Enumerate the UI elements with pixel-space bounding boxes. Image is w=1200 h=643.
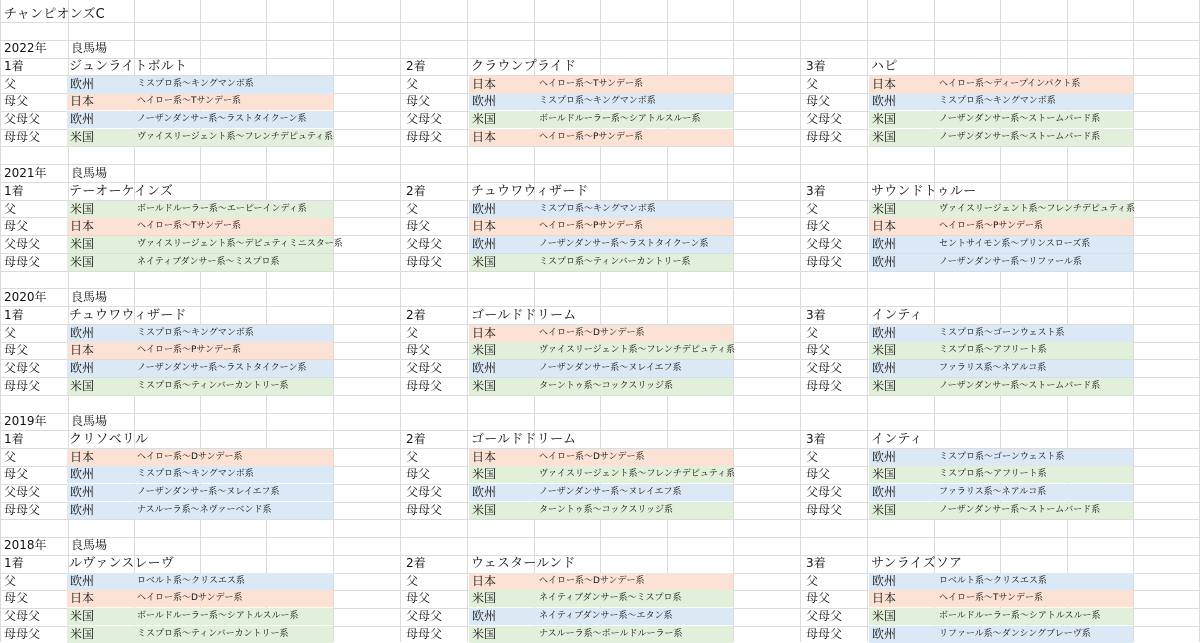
horse-name[interactable]: チュウワウィザード <box>471 184 589 199</box>
region-cell[interactable]: 欧州 <box>872 574 897 588</box>
lineage-cell[interactable]: リファール系～ダンシングブレーヴ系 <box>939 629 1091 639</box>
gridline-vertical <box>733 0 734 642</box>
region-cell[interactable]: 欧州 <box>472 609 497 623</box>
lineage-cell[interactable]: ノーザンダンサー系～ヌレイエフ系 <box>539 487 682 497</box>
lineage-cell[interactable]: ネイティブダンサー系～ミスプロ系 <box>137 257 280 267</box>
pedigree-row-label[interactable]: 父 <box>806 574 819 588</box>
place-label[interactable]: 3着 <box>806 432 826 446</box>
lineage-cell[interactable]: ファラリス系～ネアルコ系 <box>939 487 1047 497</box>
horse-name[interactable]: テーオーケインズ <box>69 184 174 199</box>
gridline-horizontal <box>0 288 1200 289</box>
place-label[interactable]: 1着 <box>4 59 24 73</box>
pedigree-row-label[interactable]: 母母父 <box>4 130 41 144</box>
pedigree-row-label[interactable]: 父 <box>406 202 419 216</box>
gridline-horizontal <box>0 413 1200 414</box>
region-cell[interactable]: 日本 <box>70 219 95 233</box>
track-condition[interactable]: 良馬場 <box>71 538 108 552</box>
lineage-cell[interactable]: ミスプロ系～アフリート系 <box>939 469 1047 479</box>
pedigree-row-label[interactable]: 父 <box>4 202 17 216</box>
sheet-title[interactable]: チャンピオンズC <box>4 7 105 22</box>
pedigree-row-label[interactable]: 父母父 <box>406 485 443 499</box>
lineage-cell[interactable]: ヘイロー系～Pサンデー系 <box>939 221 1043 231</box>
region-cell[interactable]: 米国 <box>70 379 95 393</box>
pedigree-row-label[interactable]: 母父 <box>406 343 431 357</box>
pedigree-row-label[interactable]: 母母父 <box>406 627 443 641</box>
region-cell[interactable]: 欧州 <box>70 361 95 375</box>
pedigree-row-label[interactable]: 母父 <box>4 343 29 357</box>
lineage-cell[interactable]: ミスプロ系～キングマンボ系 <box>137 79 254 89</box>
lineage-cell[interactable]: ヘイロー系～Dサンデー系 <box>539 576 645 586</box>
lineage-cell[interactable]: ヘイロー系～Dサンデー系 <box>137 452 243 462</box>
lineage-cell[interactable]: ネイティブダンサー系～ミスプロ系 <box>539 593 682 603</box>
region-cell[interactable]: 米国 <box>472 379 497 393</box>
gridline-horizontal <box>0 537 1200 538</box>
region-cell[interactable]: 日本 <box>472 326 497 340</box>
region-cell[interactable]: 日本 <box>472 77 497 91</box>
horse-name[interactable]: ハピ <box>871 59 898 74</box>
region-cell[interactable]: 日本 <box>872 219 897 233</box>
gridline-horizontal <box>0 40 1200 41</box>
horse-name[interactable]: ルヴァンスレーヴ <box>69 556 175 571</box>
pedigree-row-label[interactable]: 母母父 <box>406 255 443 269</box>
region-cell[interactable]: 米国 <box>472 591 497 605</box>
pedigree-row-label[interactable]: 父母父 <box>806 112 843 126</box>
region-cell[interactable]: 欧州 <box>872 255 897 269</box>
lineage-cell[interactable]: ヴァイスリージェント系～デピュティミニスター系 <box>137 239 343 249</box>
pedigree-row-label[interactable]: 母母父 <box>406 379 443 393</box>
lineage-cell[interactable]: ノーザンダンサー系～ストームバード系 <box>939 132 1101 142</box>
lineage-cell[interactable]: ロベルト系～クリスエス系 <box>939 576 1047 586</box>
region-cell[interactable]: 日本 <box>70 450 95 464</box>
lineage-cell[interactable]: ターントゥ系～コックスリッジ系 <box>539 505 673 515</box>
lineage-cell[interactable]: ターントゥ系～コックスリッジ系 <box>539 381 673 391</box>
lineage-cell[interactable]: ボールドルーラー系～シアトルスルー系 <box>939 611 1101 621</box>
horse-name[interactable]: チュウワウィザード <box>69 308 187 323</box>
lineage-cell[interactable]: ロベルト系～クリスエス系 <box>137 576 245 586</box>
pedigree-row-label[interactable]: 父母父 <box>4 112 41 126</box>
gridline-horizontal <box>0 519 1200 520</box>
region-cell[interactable]: 欧州 <box>472 202 497 216</box>
horse-name[interactable]: インティ <box>871 432 923 447</box>
lineage-cell[interactable]: ボールドルーラー系～エーピーインディ系 <box>137 204 307 214</box>
lineage-cell[interactable]: ノーザンダンサー系～ラストタイクーン系 <box>137 363 307 373</box>
lineage-cell[interactable]: ミスプロ系～アフリート系 <box>939 345 1047 355</box>
pedigree-row-label[interactable]: 母母父 <box>806 627 843 641</box>
gridline-vertical <box>400 0 401 642</box>
place-label[interactable]: 1着 <box>4 184 24 198</box>
track-condition[interactable]: 良馬場 <box>71 166 108 180</box>
lineage-cell[interactable]: ミスプロ系～キングマンボ系 <box>939 96 1056 106</box>
region-cell[interactable]: 米国 <box>872 202 897 216</box>
region-cell[interactable]: 米国 <box>70 202 95 216</box>
pedigree-row-label[interactable]: 父母父 <box>406 361 443 375</box>
lineage-cell[interactable]: ファラリス系～ネアルコ系 <box>939 363 1047 373</box>
horse-name[interactable]: クラウンプライド <box>471 59 577 74</box>
region-cell[interactable]: 欧州 <box>70 574 95 588</box>
region-cell[interactable]: 米国 <box>70 130 95 144</box>
pedigree-row-label[interactable]: 母母父 <box>4 503 41 517</box>
region-cell[interactable]: 欧州 <box>472 94 497 108</box>
lineage-cell[interactable]: ボールドルーラー系～シアトルスルー系 <box>539 114 701 124</box>
lineage-cell[interactable]: ノーザンダンサー系～ストームバード系 <box>939 505 1101 515</box>
place-label[interactable]: 2着 <box>406 432 426 446</box>
place-label[interactable]: 2着 <box>406 184 426 198</box>
gridline-horizontal <box>0 182 1200 183</box>
gridline-vertical <box>0 0 1 642</box>
gridline-horizontal <box>0 555 1200 556</box>
pedigree-row-label[interactable]: 父母父 <box>806 361 843 375</box>
gridline-horizontal <box>0 164 1200 165</box>
region-cell[interactable]: 米国 <box>872 503 897 517</box>
lineage-cell[interactable]: ミスプロ系～キングマンボ系 <box>137 469 254 479</box>
year-label[interactable]: 2022年 <box>4 41 47 55</box>
pedigree-row-label[interactable]: 父 <box>806 77 819 91</box>
pedigree-row-label[interactable]: 母母父 <box>4 255 41 269</box>
lineage-cell[interactable]: ヘイロー系～Pサンデー系 <box>137 345 241 355</box>
pedigree-row-label[interactable]: 父母父 <box>4 237 41 251</box>
pedigree-row-label[interactable]: 母母父 <box>806 503 843 517</box>
lineage-cell[interactable]: ノーザンダンサー系～ラストタイクーン系 <box>137 114 307 124</box>
region-cell[interactable]: 日本 <box>872 77 897 91</box>
lineage-cell[interactable]: ネイティブダンサー系～エタン系 <box>539 611 673 621</box>
region-cell[interactable]: 米国 <box>70 609 95 623</box>
region-cell[interactable]: 欧州 <box>70 467 95 481</box>
pedigree-row-label[interactable]: 母父 <box>806 591 831 605</box>
pedigree-row-label[interactable]: 父 <box>4 326 17 340</box>
lineage-cell[interactable]: ヘイロー系～Tサンデー系 <box>137 221 242 231</box>
pedigree-row-label[interactable]: 母父 <box>4 467 29 481</box>
horse-name[interactable]: クリソベリル <box>69 432 149 447</box>
gridline-horizontal <box>0 146 1200 147</box>
place-label[interactable]: 2着 <box>406 308 426 322</box>
pedigree-row-label[interactable]: 父 <box>806 202 819 216</box>
horse-name[interactable]: サウンドトゥルー <box>871 184 977 199</box>
place-label[interactable]: 3着 <box>806 556 826 570</box>
gridline-vertical <box>867 0 868 642</box>
region-cell[interactable]: 欧州 <box>872 450 897 464</box>
region-cell[interactable]: 欧州 <box>70 503 95 517</box>
lineage-cell[interactable]: ミスプロ系～ティンバーカントリー系 <box>539 257 691 267</box>
year-label[interactable]: 2021年 <box>4 166 47 180</box>
pedigree-row-label[interactable]: 母父 <box>806 343 831 357</box>
horse-name[interactable]: サンライズソア <box>871 556 963 571</box>
pedigree-row-label[interactable]: 父 <box>4 574 17 588</box>
lineage-cell[interactable]: ヘイロー系～Tサンデー系 <box>137 96 242 106</box>
track-condition[interactable]: 良馬場 <box>71 414 108 428</box>
region-cell[interactable]: 欧州 <box>872 361 897 375</box>
region-cell[interactable]: 日本 <box>70 343 95 357</box>
region-cell[interactable]: 米国 <box>70 237 95 251</box>
region-cell[interactable]: 欧州 <box>872 94 897 108</box>
gridline-vertical <box>333 0 334 642</box>
lineage-cell[interactable]: ノーザンダンサー系～ラストタイクーン系 <box>539 239 709 249</box>
pedigree-row-label[interactable]: 母母父 <box>406 130 443 144</box>
year-label[interactable]: 2020年 <box>4 290 47 304</box>
lineage-cell[interactable]: ボールドルーラー系～シアトルスルー系 <box>137 611 299 621</box>
region-cell[interactable]: 欧州 <box>70 485 95 499</box>
lineage-cell[interactable]: ミスプロ系～ティンバーカントリー系 <box>137 629 289 639</box>
place-label[interactable]: 1着 <box>4 432 24 446</box>
place-label[interactable]: 1着 <box>4 556 24 570</box>
region-cell[interactable]: 欧州 <box>472 485 497 499</box>
gridline-vertical <box>800 0 801 642</box>
lineage-cell[interactable]: ヘイロー系～Tサンデー系 <box>939 593 1044 603</box>
lineage-cell[interactable]: ミスプロ系～キングマンボ系 <box>137 328 254 338</box>
region-cell[interactable]: 欧州 <box>472 361 497 375</box>
pedigree-row-label[interactable]: 父 <box>406 326 419 340</box>
pedigree-row-label[interactable]: 父母父 <box>406 609 443 623</box>
pedigree-row-label[interactable]: 父母父 <box>806 485 843 499</box>
track-condition[interactable]: 良馬場 <box>71 41 108 55</box>
pedigree-row-label[interactable]: 母母父 <box>406 503 443 517</box>
lineage-cell[interactable]: ノーザンダンサー系～ヌレイエフ系 <box>539 363 682 373</box>
lineage-cell[interactable]: ヘイロー系～Pサンデー系 <box>539 221 643 231</box>
region-cell[interactable]: 米国 <box>872 112 897 126</box>
lineage-cell[interactable]: ノーザンダンサー系～ストームバード系 <box>939 114 1101 124</box>
horse-name[interactable]: ジュンライトボルト <box>69 59 188 74</box>
lineage-cell[interactable]: ヘイロー系～Dサンデー系 <box>539 452 645 462</box>
region-cell[interactable]: 欧州 <box>872 485 897 499</box>
region-cell[interactable]: 米国 <box>872 343 897 357</box>
region-cell[interactable]: 欧州 <box>472 237 497 251</box>
lineage-cell[interactable]: ヘイロー系～Dサンデー系 <box>137 593 243 603</box>
pedigree-row-label[interactable]: 父母父 <box>406 112 443 126</box>
region-cell[interactable]: 欧州 <box>70 326 95 340</box>
pedigree-row-label[interactable]: 母父 <box>406 219 431 233</box>
region-cell[interactable]: 欧州 <box>872 627 897 641</box>
pedigree-row-label[interactable]: 母父 <box>406 94 431 108</box>
gridline-horizontal <box>0 22 1200 23</box>
lineage-cell[interactable]: ノーザンダンサー系～ヌレイエフ系 <box>137 487 280 497</box>
pedigree-row-label[interactable]: 母父 <box>406 591 431 605</box>
region-cell[interactable]: 日本 <box>70 591 95 605</box>
region-cell[interactable]: 欧州 <box>872 326 897 340</box>
pedigree-row-label[interactable]: 父 <box>4 450 17 464</box>
pedigree-row-label[interactable]: 父母父 <box>406 237 443 251</box>
lineage-cell[interactable]: ミスプロ系～ゴーンウェスト系 <box>939 328 1065 338</box>
place-label[interactable]: 2着 <box>406 556 426 570</box>
lineage-cell[interactable]: ヴァイスリージェント系～フレンチデピュティ系 <box>539 469 736 479</box>
region-cell[interactable]: 米国 <box>472 503 497 517</box>
pedigree-row-label[interactable]: 母母父 <box>806 130 843 144</box>
region-cell[interactable]: 米国 <box>472 255 497 269</box>
region-cell[interactable]: 米国 <box>472 467 497 481</box>
lineage-cell[interactable]: ミスプロ系～ゴーンウェスト系 <box>939 452 1065 462</box>
pedigree-row-label[interactable]: 父母父 <box>806 237 843 251</box>
place-label[interactable]: 3着 <box>806 184 826 198</box>
region-cell[interactable]: 日本 <box>472 130 497 144</box>
region-cell[interactable]: 日本 <box>872 591 897 605</box>
region-cell[interactable]: 日本 <box>472 574 497 588</box>
region-cell[interactable]: 米国 <box>472 343 497 357</box>
lineage-cell[interactable]: ナスルーラ系～ネヴァーベンド系 <box>137 505 272 515</box>
lineage-cell[interactable]: ヘイロー系～Pサンデー系 <box>539 132 643 142</box>
gridline-horizontal <box>0 430 1200 431</box>
place-label[interactable]: 1着 <box>4 308 24 322</box>
pedigree-row-label[interactable]: 母父 <box>406 467 431 481</box>
region-cell[interactable]: 米国 <box>872 467 897 481</box>
region-cell[interactable]: 欧州 <box>70 77 95 91</box>
pedigree-row-label[interactable]: 父母父 <box>806 609 843 623</box>
pedigree-row-label[interactable]: 父 <box>406 450 419 464</box>
place-label[interactable]: 3着 <box>806 308 826 322</box>
pedigree-row-label[interactable]: 父母父 <box>4 361 41 375</box>
gridline-horizontal <box>0 395 1200 396</box>
pedigree-row-label[interactable]: 母母父 <box>806 255 843 269</box>
region-cell[interactable]: 米国 <box>872 130 897 144</box>
pedigree-row-label[interactable]: 母父 <box>4 94 29 108</box>
lineage-cell[interactable]: ミスプロ系～キングマンボ系 <box>539 204 656 214</box>
pedigree-row-label[interactable]: 父 <box>4 77 17 91</box>
place-label[interactable]: 3着 <box>806 59 826 73</box>
lineage-cell[interactable]: ミスプロ系～ティンバーカントリー系 <box>137 381 289 391</box>
pedigree-row-label[interactable]: 父母父 <box>4 609 41 623</box>
lineage-cell[interactable]: ヴァイスリージェント系～フレンチデピュティ系 <box>137 132 334 142</box>
pedigree-row-label[interactable]: 父母父 <box>4 485 41 499</box>
region-cell[interactable]: 欧州 <box>70 112 95 126</box>
region-cell[interactable]: 欧州 <box>872 237 897 251</box>
pedigree-row-label[interactable]: 母父 <box>806 94 831 108</box>
lineage-cell[interactable]: ヴァイスリージェント系～フレンチデピュティ系 <box>939 204 1136 214</box>
horse-name[interactable]: ゴールドドリーム <box>471 432 577 447</box>
lineage-cell[interactable]: ヘイロー系～Tサンデー系 <box>539 79 644 89</box>
year-label[interactable]: 2018年 <box>4 538 47 552</box>
region-cell[interactable]: 日本 <box>70 94 95 108</box>
lineage-cell[interactable]: ヘイロー系～ディープインパクト系 <box>939 79 1081 89</box>
pedigree-row-label[interactable]: 母父 <box>806 467 831 481</box>
region-cell[interactable]: 米国 <box>472 627 497 641</box>
gridline-horizontal <box>0 271 1200 272</box>
lineage-cell[interactable]: ノーザンダンサー系～リファール系 <box>939 257 1082 267</box>
lineage-cell[interactable]: セントサイモン系～プリンスローズ系 <box>939 239 1091 249</box>
pedigree-row-label[interactable]: 母母父 <box>806 379 843 393</box>
horse-name[interactable]: ゴールドドリーム <box>471 308 577 323</box>
pedigree-row-label[interactable]: 父 <box>806 326 819 340</box>
track-condition[interactable]: 良馬場 <box>71 290 108 304</box>
place-label[interactable]: 2着 <box>406 59 426 73</box>
horse-name[interactable]: インティ <box>871 308 923 323</box>
region-cell[interactable]: 日本 <box>472 219 497 233</box>
pedigree-row-label[interactable]: 母父 <box>4 219 29 233</box>
region-cell[interactable]: 米国 <box>70 627 95 641</box>
gridline-vertical <box>467 0 468 642</box>
lineage-cell[interactable]: ナスルーラ系～ボールドルーラー系 <box>539 629 683 639</box>
region-cell[interactable]: 米国 <box>472 112 497 126</box>
region-cell[interactable]: 日本 <box>472 450 497 464</box>
lineage-cell[interactable]: ヘイロー系～Dサンデー系 <box>539 328 645 338</box>
region-cell[interactable]: 米国 <box>872 609 897 623</box>
gridline-vertical <box>1133 0 1134 642</box>
region-cell[interactable]: 米国 <box>70 255 95 269</box>
pedigree-row-label[interactable]: 母父 <box>4 591 29 605</box>
lineage-cell[interactable]: ヴァイスリージェント系～フレンチデピュティ系 <box>539 345 736 355</box>
lineage-cell[interactable]: ノーザンダンサー系～ストームバード系 <box>939 381 1101 391</box>
horse-name[interactable]: ウェスタールンド <box>471 556 576 571</box>
pedigree-row-label[interactable]: 父 <box>406 77 419 91</box>
year-label[interactable]: 2019年 <box>4 414 47 428</box>
pedigree-row-label[interactable]: 父 <box>406 574 419 588</box>
lineage-cell[interactable]: ミスプロ系～キングマンボ系 <box>539 96 656 106</box>
pedigree-row-label[interactable]: 母父 <box>806 219 831 233</box>
region-cell[interactable]: 米国 <box>872 379 897 393</box>
pedigree-row-label[interactable]: 母母父 <box>4 627 41 641</box>
pedigree-row-label[interactable]: 父 <box>806 450 819 464</box>
pedigree-row-label[interactable]: 母母父 <box>4 379 41 393</box>
